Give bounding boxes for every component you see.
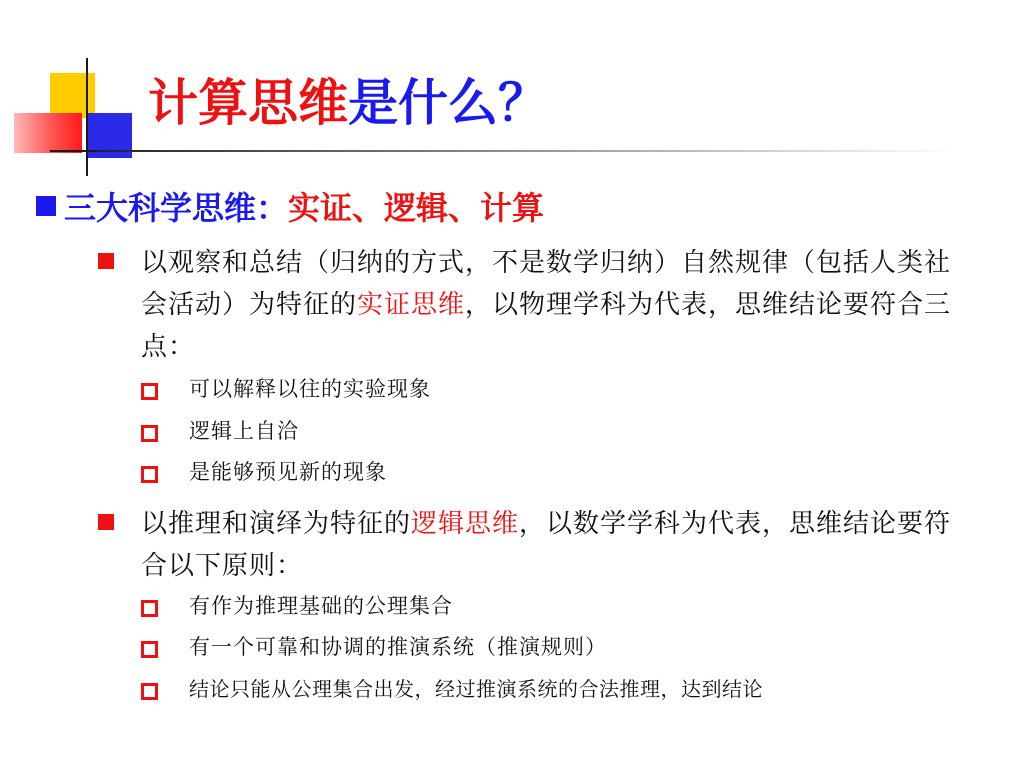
sub-item: 是能够预见新的现象 xyxy=(189,460,387,484)
hollow-square-bullet-icon xyxy=(141,466,158,483)
main-heading xyxy=(36,186,544,230)
logo-red-bar xyxy=(14,113,82,153)
main-heading-label: 三大科学思维： xyxy=(64,189,289,227)
point-logical-text-before: 以推理和演绎为特征的 xyxy=(141,509,412,539)
hollow-square-bullet-icon xyxy=(141,600,158,617)
point-logical xyxy=(141,503,971,587)
point-logical-text-after: ，以数学学科为代表，思维结论要符合以下原则： xyxy=(141,509,952,581)
title-divider xyxy=(96,150,956,152)
title-blue-part: 是什么？ xyxy=(348,73,548,132)
main-heading-highlight: 实证、逻辑、计算 xyxy=(288,189,545,227)
point-empirical xyxy=(141,242,971,368)
hollow-square-bullet-icon xyxy=(141,641,158,658)
sub-item: 逻辑上自洽 xyxy=(189,419,299,443)
sub-item: 有作为推理基础的公理集合 xyxy=(189,594,453,618)
title-red-part: 计算思维 xyxy=(148,73,348,132)
hollow-square-bullet-icon xyxy=(141,425,158,442)
logo-vertical-line xyxy=(86,58,88,176)
point-empirical-text-before: 以观察和总结（归纳的方式，不是数学归纳）自然规律（包括人类社会活动）为特征的 xyxy=(141,248,952,320)
square-bullet-icon xyxy=(98,253,114,269)
sub-item: 可以解释以往的实验现象 xyxy=(189,377,431,401)
sub-item: 结论只能从公理集合出发，经过推演系统的合法推理，达到结论 xyxy=(189,677,763,701)
logo-yellow-square xyxy=(50,73,95,118)
square-bullet-icon xyxy=(98,514,114,530)
point-empirical-text-after: ，以物理学科为代表，思维结论要符合三点： xyxy=(141,290,952,362)
point-empirical-highlight: 实证思维 xyxy=(357,290,466,320)
sub-item: 有一个可靠和协调的推演系统（推演规则） xyxy=(189,635,607,659)
square-bullet-icon xyxy=(36,196,56,216)
slide-title xyxy=(148,70,548,136)
point-logical-highlight: 逻辑思维 xyxy=(411,509,520,539)
hollow-square-bullet-icon xyxy=(141,383,158,400)
hollow-square-bullet-icon xyxy=(141,683,158,700)
